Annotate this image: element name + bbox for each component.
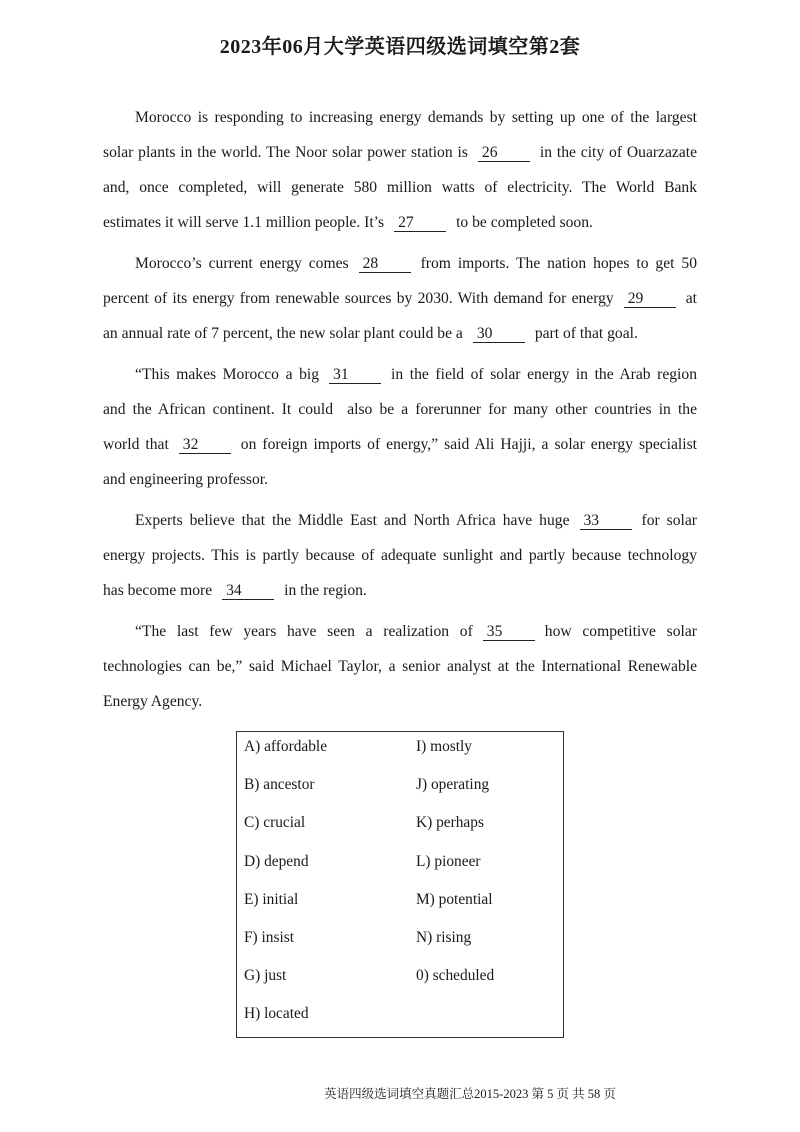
text-line (103, 320, 697, 355)
text-line (103, 285, 697, 320)
text-segment: and engineering professor. (103, 471, 268, 488)
blank-27[interactable]: 27 (394, 214, 446, 232)
text-segment: from imports. The nation hopes to get 50 (420, 255, 697, 272)
word-bank (236, 731, 564, 1038)
word-option: B) ancestor (244, 776, 315, 794)
text-line (103, 209, 697, 244)
blank-32[interactable]: 32 (179, 436, 231, 454)
text-segment: an annual rate of 7 percent, the new solar plant could be a (103, 325, 463, 342)
text-segment: “The last few years have seen a realization of (135, 623, 473, 640)
word-option: N) rising (416, 929, 472, 946)
word-option: D) depend (244, 852, 309, 870)
text-segment: in the field of solar energy in the Arab region (391, 366, 697, 383)
text-segment: Energy Agency. (103, 693, 203, 710)
word-option: L) pioneer (416, 852, 481, 870)
blank-30[interactable]: 30 (473, 325, 525, 343)
text-segment: part of that goal. (534, 325, 638, 342)
word-option: M) potential (416, 890, 493, 908)
text-line (103, 618, 697, 653)
blank-34[interactable]: 34 (222, 582, 274, 600)
word-option: K) perhaps (416, 814, 484, 832)
page-title: 2023年06月大学英语四级选词填空第2套 (219, 36, 581, 58)
text-segment: Morocco’s current energy comes (135, 255, 349, 272)
text-segment: to be completed soon. (456, 214, 593, 231)
text-segment: on foreign imports of energy,” said Ali Hajji, a solar energy specialist (240, 436, 697, 453)
paragraph (103, 104, 697, 244)
text-line (103, 577, 697, 612)
text-segment: in the region. (284, 582, 367, 599)
passage (103, 104, 697, 729)
text-segment: and the African continent. It could also be a forerunner for many other countries in the (103, 401, 697, 418)
text-line (103, 653, 697, 688)
text-line (103, 104, 697, 139)
blank-33[interactable]: 33 (580, 512, 632, 530)
word-option: 0) scheduled (416, 967, 495, 985)
blank-26[interactable]: 26 (478, 144, 530, 162)
text-line (103, 507, 697, 542)
text-segment: estimates it will serve 1.1 million people. It’s (103, 214, 385, 231)
word-option: G) just (244, 967, 287, 985)
text-segment: technologies can be,” said Michael Taylor, a senior analyst at the International Renewable (103, 658, 697, 675)
blank-28[interactable]: 28 (359, 255, 411, 273)
word-option: J) operating (416, 776, 490, 794)
text-line (103, 542, 697, 577)
text-segment: at (685, 290, 697, 307)
blank-29[interactable]: 29 (624, 290, 676, 308)
text-line (103, 250, 697, 285)
text-segment: percent of its energy from renewable sources by 2030. With demand for energy (103, 290, 614, 307)
text-segment: energy projects. This is partly because of adequate sunlight and partly because technology (103, 547, 697, 564)
word-option: H) located (244, 1005, 309, 1023)
text-line (103, 431, 697, 466)
paragraph (103, 618, 697, 723)
page-footer: 英语四级选词填空真题汇总2015-2023 第 5 页 共 58 页 (324, 1087, 616, 1101)
text-line (103, 139, 697, 174)
paragraph (103, 361, 697, 501)
text-line (103, 174, 697, 209)
blank-31[interactable]: 31 (329, 366, 381, 384)
text-segment: in the city of Ouarzazate (539, 144, 697, 161)
word-option: C) crucial (244, 814, 306, 832)
text-segment: has become more (103, 582, 213, 599)
text-segment: Experts believe that the Middle East and North Africa have huge (135, 512, 570, 529)
word-option: A) affordable (244, 738, 328, 755)
text-segment: “This makes Morocco a big (135, 366, 320, 383)
word-option: E) initial (244, 890, 299, 908)
text-segment: solar plants in the world. The Noor solar power station is (103, 144, 468, 161)
text-line (103, 688, 697, 723)
paragraph (103, 507, 697, 612)
text-segment: Morocco is responding to increasing energy demands by setting up one of the largest (135, 109, 697, 126)
text-line (103, 396, 697, 431)
text-segment: how competitive solar (544, 623, 697, 640)
text-segment: world that (103, 436, 169, 453)
text-segment: for solar (641, 512, 697, 529)
blank-35[interactable]: 35 (483, 623, 535, 641)
text-segment: and, once completed, will generate 580 million watts of electricity. The World Bank (103, 179, 697, 196)
paragraph (103, 250, 697, 355)
text-line (103, 361, 697, 396)
word-option: I) mostly (416, 738, 473, 755)
word-option: F) insist (244, 929, 295, 946)
text-line (103, 466, 697, 501)
